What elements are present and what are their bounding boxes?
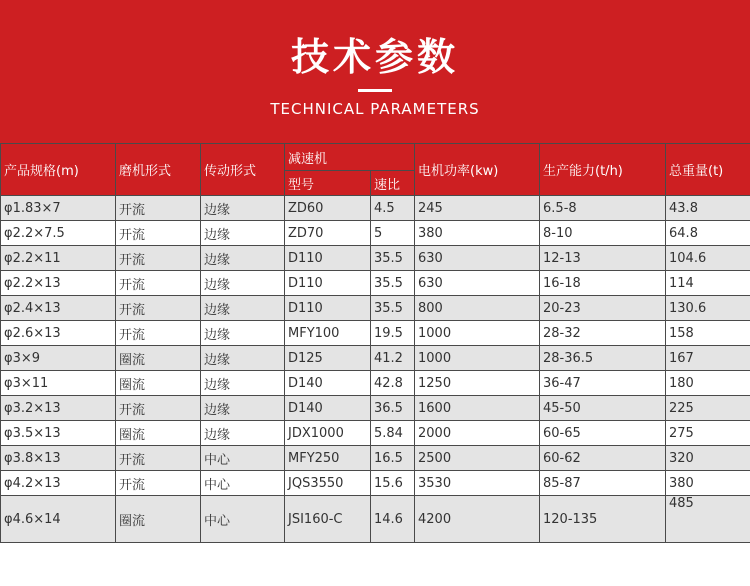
cell-spec: φ4.2×13 [1,471,116,496]
header-model: 型号 [285,171,371,196]
cell-spec: φ2.2×11 [1,246,116,271]
cell-model: D110 [285,271,371,296]
table-row [1,271,750,296]
cell-mill-type: 圈流 [116,371,201,396]
header-drive-type: 传动形式 [201,144,285,196]
cell-drive-type: 边缘 [201,396,285,421]
cell-power: 630 [415,271,540,296]
cell-mill-type: 开流 [116,396,201,421]
cell-weight: 380 [666,471,750,496]
cell-power: 380 [415,221,540,246]
header-mill-type: 磨机形式 [116,144,201,196]
cell-ratio: 35.5 [371,246,415,271]
cell-ratio: 42.8 [371,371,415,396]
cell-model: MFY100 [285,321,371,346]
cell-capacity: 12-13 [540,246,666,271]
cell-model: JQS3550 [285,471,371,496]
cell-weight: 158 [666,321,750,346]
cell-spec: φ3×11 [1,371,116,396]
cell-weight: 275 [666,421,750,446]
cell-power: 630 [415,246,540,271]
cell-capacity: 28-36.5 [540,346,666,371]
cell-weight: 180 [666,371,750,396]
cell-capacity: 85-87 [540,471,666,496]
table-row [1,421,750,446]
cell-mill-type: 开流 [116,196,201,221]
cell-mill-type: 开流 [116,296,201,321]
cell-drive-type: 边缘 [201,421,285,446]
header-ratio: 速比 [371,171,415,196]
cell-model: D125 [285,346,371,371]
header-spec: 产品规格(m) [1,144,116,196]
cell-model: D110 [285,296,371,321]
cell-spec: φ2.2×13 [1,271,116,296]
cell-model: JDX1000 [285,421,371,446]
cell-ratio: 36.5 [371,396,415,421]
cell-capacity: 8-10 [540,221,666,246]
cell-power: 3530 [415,471,540,496]
cell-spec: φ3.8×13 [1,446,116,471]
cell-power: 800 [415,296,540,321]
cell-drive-type: 边缘 [201,346,285,371]
cell-mill-type: 开流 [116,221,201,246]
cell-weight: 64.8 [666,221,750,246]
cell-mill-type: 开流 [116,471,201,496]
spec-table-body [1,196,750,543]
header-weight: 总重量(t) [666,144,750,196]
cell-spec: φ1.83×7 [1,196,116,221]
cell-power: 1250 [415,371,540,396]
page-subtitle: TECHNICAL PARAMETERS [270,100,480,118]
cell-ratio: 5.84 [371,421,415,446]
cell-capacity: 45-50 [540,396,666,421]
cell-mill-type: 圈流 [116,496,201,543]
cell-drive-type: 边缘 [201,246,285,271]
cell-mill-type: 圈流 [116,421,201,446]
table-row [1,296,750,321]
spec-table [0,143,750,543]
cell-ratio: 16.5 [371,446,415,471]
cell-weight: 104.6 [666,246,750,271]
cell-power: 1600 [415,396,540,421]
cell-ratio: 19.5 [371,321,415,346]
cell-capacity: 28-32 [540,321,666,346]
cell-weight: 130.6 [666,296,750,321]
cell-weight: 167 [666,346,750,371]
cell-drive-type: 中心 [201,471,285,496]
cell-drive-type: 边缘 [201,371,285,396]
cell-weight: 43.8 [666,196,750,221]
cell-weight: 320 [666,446,750,471]
cell-capacity: 20-23 [540,296,666,321]
cell-capacity: 60-62 [540,446,666,471]
cell-capacity: 6.5-8 [540,196,666,221]
cell-drive-type: 边缘 [201,321,285,346]
cell-capacity: 16-18 [540,271,666,296]
cell-power: 4200 [415,496,540,543]
cell-ratio: 35.5 [371,296,415,321]
cell-power: 2000 [415,421,540,446]
cell-drive-type: 边缘 [201,196,285,221]
table-row [1,346,750,371]
table-row [1,396,750,421]
table-row [1,221,750,246]
table-row [1,321,750,346]
table-row [1,246,750,271]
header-capacity: 生产能力(t/h) [540,144,666,196]
cell-spec: φ4.6×14 [1,496,116,543]
cell-ratio: 4.5 [371,196,415,221]
header-banner [0,0,750,143]
cell-drive-type: 边缘 [201,221,285,246]
cell-model: ZD70 [285,221,371,246]
table-row [1,196,750,221]
cell-mill-type: 开流 [116,321,201,346]
cell-model: D140 [285,396,371,421]
cell-weight: 485 [666,496,750,543]
cell-model: D110 [285,246,371,271]
table-row [1,446,750,471]
cell-model: D140 [285,371,371,396]
cell-capacity: 36-47 [540,371,666,396]
cell-spec: φ2.2×7.5 [1,221,116,246]
cell-spec: φ2.6×13 [1,321,116,346]
cell-ratio: 15.6 [371,471,415,496]
cell-weight: 114 [666,271,750,296]
table-row [1,471,750,496]
cell-mill-type: 开流 [116,246,201,271]
header-reducer: 减速机 [285,144,415,171]
cell-power: 1000 [415,346,540,371]
cell-mill-type: 圈流 [116,346,201,371]
page-title: 技术参数 [290,35,459,79]
cell-weight: 225 [666,396,750,421]
table-row [1,371,750,396]
cell-drive-type: 中心 [201,496,285,543]
cell-drive-type: 边缘 [201,296,285,321]
cell-mill-type: 开流 [116,271,201,296]
cell-model: ZD60 [285,196,371,221]
title-divider [358,89,392,92]
cell-drive-type: 中心 [201,446,285,471]
table-row [1,496,750,543]
header-power: 电机功率(kw) [415,144,540,196]
cell-ratio: 41.2 [371,346,415,371]
cell-power: 245 [415,196,540,221]
cell-spec: φ3.2×13 [1,396,116,421]
cell-ratio: 14.6 [371,496,415,543]
cell-mill-type: 开流 [116,446,201,471]
cell-spec: φ2.4×13 [1,296,116,321]
cell-spec: φ3.5×13 [1,421,116,446]
cell-power: 1000 [415,321,540,346]
cell-capacity: 120-135 [540,496,666,543]
cell-capacity: 60-65 [540,421,666,446]
cell-spec: φ3×9 [1,346,116,371]
cell-ratio: 5 [371,221,415,246]
cell-model: JSI160-C [285,496,371,543]
cell-ratio: 35.5 [371,271,415,296]
cell-power: 2500 [415,446,540,471]
cell-model: MFY250 [285,446,371,471]
cell-drive-type: 边缘 [201,271,285,296]
